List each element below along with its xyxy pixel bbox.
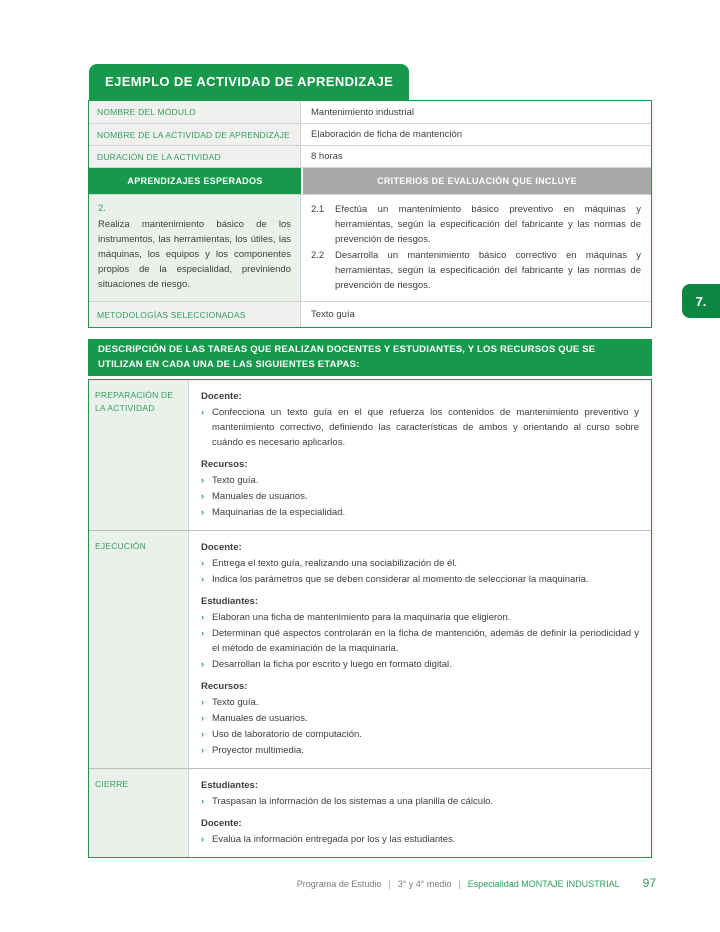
stage-label: PREPARACIÓN DE LA ACTIVIDAD: [89, 380, 189, 530]
table-row: [89, 145, 651, 167]
column-header-aprendizajes: APRENDIZAJES ESPERADOS: [89, 168, 301, 194]
expected-learning-number: 2.: [98, 203, 106, 214]
list-item-text: Manuales de usuarios.: [212, 491, 308, 502]
row-value: 8 horas: [311, 151, 343, 162]
list-item: [201, 832, 639, 847]
group-heading: Docente:: [201, 391, 242, 402]
row-value: Mantenimiento industrial: [311, 106, 414, 118]
stage-row-ejecucion: [89, 530, 651, 768]
row-value: Texto guía: [311, 309, 355, 320]
table-row: [89, 301, 651, 327]
stage-row-preparacion: [89, 380, 651, 530]
row-label: NOMBRE DE LA ACTIVIDAD DE APRENDIZAJE: [89, 124, 301, 145]
list-item-text: Texto guía.: [212, 475, 259, 486]
criterion-text: Efectúa un mantenimiento básico preventivo en máquinas y herramientas, según la especificación del fabricante y las normas de prevención de riesgos.: [335, 204, 641, 245]
group-heading: Recursos:: [201, 681, 248, 692]
bullet-icon: ›: [201, 475, 205, 486]
list-item-text: Entrega el texto guía, realizando una sociabilización de él.: [212, 558, 458, 569]
description-banner: DESCRIPCIÓN DE LAS TAREAS QUE REALIZAN DOCENTES Y ESTUDIANTES, Y LOS RECURSOS QUE SE UTILIZAN EN CADA UNA DE LAS SIGUIENTES ETAPAS:: [88, 339, 652, 376]
group-heading: Docente:: [201, 818, 242, 829]
list-item-text: Maquinarias de la especialidad.: [212, 507, 346, 518]
bullet-icon: ›: [201, 407, 205, 418]
list-item-text: Elaboran una ficha de mantenimiento para la maquinaria que eligieron.: [212, 612, 511, 623]
criterion-text: Desarrolla un mantenimiento básico correctivo en máquinas y herramientas, según la especificación del fabricante y las normas de prevención de riesgos.: [335, 250, 641, 291]
criterion-item: [311, 202, 641, 247]
bullet-icon: ›: [201, 834, 205, 845]
footer-program: Programa de Estudio: [296, 879, 382, 889]
stage-content: [189, 769, 651, 857]
column-header-criterios: CRITERIOS DE EVALUACIÓN QUE INCLUYE: [301, 168, 651, 194]
list-item: [201, 711, 639, 726]
list-item: [201, 610, 639, 625]
list-item: [201, 572, 639, 587]
list-item-text: Texto guía.: [212, 697, 259, 708]
footer-separator: |: [388, 879, 391, 889]
row-value: Elaboración de ficha de mantención: [311, 129, 463, 140]
criterion-item: [311, 248, 641, 293]
stage-row-cierre: [89, 768, 651, 857]
group-heading: Estudiantes:: [201, 596, 259, 607]
expected-learning-cell: [89, 195, 301, 301]
criterion-number: 2.1: [311, 204, 325, 215]
list-item: [201, 489, 639, 504]
list-item: [201, 505, 639, 520]
stage-label: EJECUCIÓN: [89, 531, 189, 768]
table-header-row: [89, 167, 651, 194]
bullet-icon: ›: [201, 491, 205, 502]
chapter-tab: 7.: [682, 284, 720, 318]
page-number: 97: [642, 876, 656, 890]
bullet-icon: ›: [201, 612, 205, 623]
list-item: [201, 657, 639, 672]
group-heading: Recursos:: [201, 459, 248, 470]
bullet-icon: ›: [201, 796, 205, 807]
list-item-text: Indica los parámetros que se deben considerar al momento de seleccionar la maquinaria.: [212, 574, 589, 585]
list-item-text: Manuales de usuarios.: [212, 713, 308, 724]
bullet-icon: ›: [201, 574, 205, 585]
list-item-text: Proyector multimedia.: [212, 745, 304, 756]
list-item-text: Desarrollan la ficha por escrito y luego en formato digital.: [212, 659, 452, 670]
list-item: [201, 626, 639, 656]
page-title: EJEMPLO DE ACTIVIDAD DE APRENDIZAJE: [89, 64, 409, 100]
table-row: [89, 123, 651, 145]
bullet-icon: ›: [201, 507, 205, 518]
list-item: [201, 794, 639, 809]
bullet-icon: ›: [201, 729, 205, 740]
table-content-row: [89, 194, 651, 301]
group-heading: Estudiantes:: [201, 780, 259, 791]
group-heading: Docente:: [201, 542, 242, 553]
bullet-icon: ›: [201, 558, 205, 569]
list-item-text: Evalúa la información entregada por los y las estudiantes.: [212, 834, 456, 845]
stage-label: CIERRE: [89, 769, 189, 857]
row-label: METODOLOGÍAS SELECCIONADAS: [89, 302, 301, 327]
bullet-icon: ›: [201, 745, 205, 756]
list-item: [201, 743, 639, 758]
list-item-text: Determinan qué aspectos controlarán en la ficha de mantención, además de definir la periodicidad y el método de examinación de la maquinaria.: [212, 628, 639, 654]
criterion-number: 2.2: [311, 250, 325, 261]
footer-grades: 3° y 4° medio: [397, 879, 452, 889]
expected-learning-text: Realiza mantenimiento básico de los instrumentos, las herramientas, los útiles, las máquinas, los equipos y los componentes propios de la especialidad, previniendo situaciones de riesgo.: [98, 219, 291, 290]
list-item: [201, 405, 639, 450]
list-item: [201, 727, 639, 742]
footer-specialty: Especialidad MONTAJE INDUSTRIAL: [467, 879, 620, 889]
list-item: [201, 473, 639, 488]
list-item: [201, 695, 639, 710]
criteria-cell: [301, 195, 651, 301]
list-item-text: Traspasan la información de los sistemas a una planilla de cálculo.: [212, 796, 494, 807]
stage-content: [189, 380, 651, 530]
bullet-icon: ›: [201, 659, 205, 670]
list-item-text: Uso de laboratorio de computación.: [212, 729, 362, 740]
bullet-icon: ›: [201, 697, 205, 708]
bullet-icon: ›: [201, 628, 205, 639]
table-row: [89, 101, 651, 123]
row-label: DURACIÓN DE LA ACTIVIDAD: [89, 146, 301, 167]
activity-info-table: [88, 100, 652, 328]
page-footer: [297, 876, 656, 890]
list-item-text: Confecciona un texto guía en el que refuerza los contenidos de mantenimiento preventivo y mantenimiento correctivo, definiendo las características de ambos y orientando al curso sobre cuándo es necesario aplicarlos.: [212, 407, 639, 448]
footer-separator: |: [458, 879, 461, 889]
list-item: [201, 556, 639, 571]
bullet-icon: ›: [201, 713, 205, 724]
stage-content: [189, 531, 651, 768]
stages-table: [88, 379, 652, 858]
row-label: NOMBRE DEL MÓDULO: [89, 101, 301, 123]
